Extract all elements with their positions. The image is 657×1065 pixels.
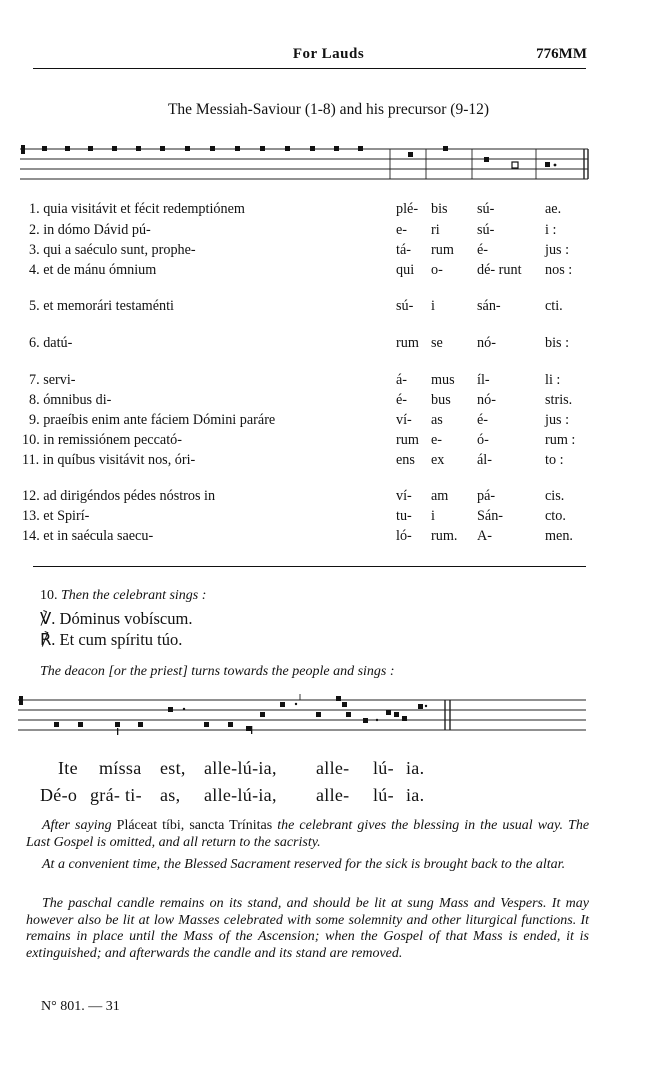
verse-syllable: A- bbox=[477, 528, 492, 544]
verse-syllable: ó- bbox=[477, 432, 489, 448]
verse-text: 13. et Spirí- bbox=[22, 508, 90, 524]
verse-syllable: ex bbox=[431, 452, 445, 468]
verse-syllable: am bbox=[431, 488, 449, 504]
verse-syllable: ae. bbox=[545, 201, 562, 217]
verse-syllable: stris. bbox=[545, 392, 573, 408]
dismissal-chant-staff bbox=[18, 692, 590, 742]
prayer-title: Pláceat tíbi, sancta Trínitas bbox=[116, 818, 273, 833]
verse-text: 5. et memorári testaménti bbox=[29, 298, 174, 314]
verse-syllable: tu- bbox=[396, 508, 412, 524]
chant-syllable: ia. bbox=[406, 758, 425, 778]
verse-syllable: á- bbox=[396, 372, 408, 388]
chant-syllable: alle- bbox=[316, 758, 350, 778]
chant-syllable: lú- bbox=[373, 785, 394, 805]
verse-syllable: ví- bbox=[396, 488, 412, 504]
section-number: 10. bbox=[40, 588, 58, 603]
verse-syllable: nó- bbox=[477, 392, 496, 408]
versicle-sign: ℣. bbox=[40, 609, 56, 628]
verse-syllable: li : bbox=[545, 372, 561, 388]
versicle-text: Dóminus vobíscum. bbox=[59, 609, 193, 628]
verse-syllable: rum bbox=[396, 432, 419, 448]
verse-syllable: é- bbox=[396, 392, 408, 408]
response-text: Et cum spíritu túo. bbox=[59, 630, 183, 649]
verse-text: 1. quia visitávit et fécit redemptiónem bbox=[29, 201, 245, 217]
verse-syllable: tá- bbox=[396, 242, 411, 258]
section-rule bbox=[33, 566, 586, 567]
paragraph-blessed-sacrament: At a convenient time, the Blessed Sacrament reserved for the sick is brought back to the altar. bbox=[42, 857, 566, 872]
dismissal-line-2 bbox=[40, 785, 580, 809]
header-rule bbox=[33, 68, 586, 69]
verse-syllable: mus bbox=[431, 372, 455, 388]
verse-syllable: pá- bbox=[477, 488, 496, 504]
deacon-rubric: The deacon [or the priest] turns towards the people and sings : bbox=[40, 664, 395, 679]
response-sign: ℟. bbox=[40, 630, 56, 649]
verse-syllable: nos : bbox=[545, 262, 573, 278]
verse-text: 9. praeíbis enim ante fáciem Dómini paráre bbox=[29, 412, 276, 428]
chant-syllable: as, bbox=[160, 785, 181, 805]
chant-syllable: míssa bbox=[99, 758, 142, 778]
verse-syllable: ri bbox=[431, 222, 440, 238]
verse-syllable: bus bbox=[431, 392, 451, 408]
running-head: For Lauds bbox=[292, 46, 365, 62]
versicle-line bbox=[40, 609, 192, 629]
verse-syllable: qui bbox=[396, 262, 415, 278]
verse-syllable: nó- bbox=[477, 335, 496, 351]
chant-syllable: est, bbox=[160, 758, 186, 778]
rubric-text: Then the celebrant sings : bbox=[61, 588, 207, 603]
verse-syllable: dé- runt bbox=[477, 262, 522, 278]
paragraph-blessing bbox=[26, 818, 589, 851]
verse-syllable: bis : bbox=[545, 335, 570, 351]
verse-syllable: sú- bbox=[477, 201, 495, 217]
verse-syllable: ál- bbox=[477, 452, 492, 468]
chant-syllable: grá- ti- bbox=[90, 785, 142, 805]
chant-syllable: Dé-o bbox=[40, 785, 78, 805]
verse-syllable: jus : bbox=[545, 242, 570, 258]
verse-syllable: o- bbox=[431, 262, 443, 278]
verse-syllable: Sán- bbox=[477, 508, 504, 524]
verse-syllable: e- bbox=[431, 432, 443, 448]
page-number: 776MM bbox=[536, 46, 587, 62]
verse-syllable: plé- bbox=[396, 201, 419, 217]
verse-text: 3. qui a saéculo sunt, prophe- bbox=[29, 242, 196, 258]
page-footer: N° 801. — 31 bbox=[41, 999, 120, 1014]
chant-syllable: alle-lú-ia, bbox=[204, 758, 277, 778]
verse-syllable: rum. bbox=[431, 528, 458, 544]
verse-syllable: rum : bbox=[545, 432, 576, 448]
verse-syllable: ló- bbox=[396, 528, 412, 544]
verse-syllable: ens bbox=[396, 452, 415, 468]
verse-syllable: bis bbox=[431, 201, 448, 217]
verse-syllable: íl- bbox=[477, 372, 490, 388]
verse-syllable: sán- bbox=[477, 298, 501, 314]
verse-text: 2. in dómo Dávid pú- bbox=[29, 222, 151, 238]
verse-text: 10. in remissiónem peccató- bbox=[22, 432, 182, 448]
verse-text: 8. ómnibus di- bbox=[29, 392, 112, 408]
verse-text: 6. datú- bbox=[29, 335, 73, 351]
chant-syllable: lú- bbox=[373, 758, 394, 778]
verse-syllable: i bbox=[431, 298, 435, 314]
verse-syllable: rum bbox=[431, 242, 454, 258]
verse-syllable: sú- bbox=[477, 222, 495, 238]
paragraph-text: After saying bbox=[42, 818, 112, 833]
chant-syllable: alle- bbox=[316, 785, 350, 805]
verse-syllable: i : bbox=[545, 222, 557, 238]
verse-syllable: cti. bbox=[545, 298, 563, 314]
verse-syllable: sú- bbox=[396, 298, 414, 314]
verse-syllable: jus : bbox=[545, 412, 570, 428]
psalm-tone-title: The Messiah-Saviour (1-8) and his precursor (9-12) bbox=[167, 101, 490, 118]
chant-syllable: Ite bbox=[58, 758, 78, 778]
section-10-rubric bbox=[40, 588, 206, 604]
verse-syllable: to : bbox=[545, 452, 564, 468]
paragraph-text: the celebrant gives the blessing in the usual way. The Last Gospel is omitted, and all return to the sacristy. bbox=[26, 818, 590, 850]
verse-syllable: i bbox=[431, 508, 435, 524]
verse-syllable: cis. bbox=[545, 488, 565, 504]
verse-syllable: men. bbox=[545, 528, 573, 544]
verse-text: 12. ad dirigéndos pédes nóstros in bbox=[22, 488, 216, 504]
verse-syllable: ví- bbox=[396, 412, 412, 428]
chant-syllable: alle-lú-ia, bbox=[204, 785, 277, 805]
verse-syllable: se bbox=[431, 335, 443, 351]
verse-syllable: é- bbox=[477, 242, 489, 258]
response-line bbox=[40, 630, 182, 650]
verse-syllable: rum bbox=[396, 335, 419, 351]
verse-syllable: é- bbox=[477, 412, 489, 428]
verse-text: 11. in quíbus visitávit nos, óri- bbox=[22, 452, 196, 468]
dismissal-line-1 bbox=[58, 758, 578, 782]
verse-text: 4. et de mánu ómnium bbox=[29, 262, 157, 278]
chant-syllable: ia. bbox=[406, 785, 425, 805]
paragraph-paschal-candle: The paschal candle remains on its stand, and should be lit at sung Mass and Vespers. It may however also be lit at low Masses celebrated with some solemnity and other liturgical functions. It remains in place until the Mass of the Ascension; when the Gospel of that Mass is ended, it is extinguished; and afterwards the candle and its stand are removed. bbox=[26, 896, 589, 961]
verse-text: 7. servi- bbox=[29, 372, 76, 388]
verse-text: 14. et in saécula saecu- bbox=[22, 528, 154, 544]
psalm-tone-staff bbox=[20, 143, 600, 189]
verse-syllable: as bbox=[431, 412, 443, 428]
verse-syllable: cto. bbox=[545, 508, 566, 524]
verse-syllable: e- bbox=[396, 222, 408, 238]
